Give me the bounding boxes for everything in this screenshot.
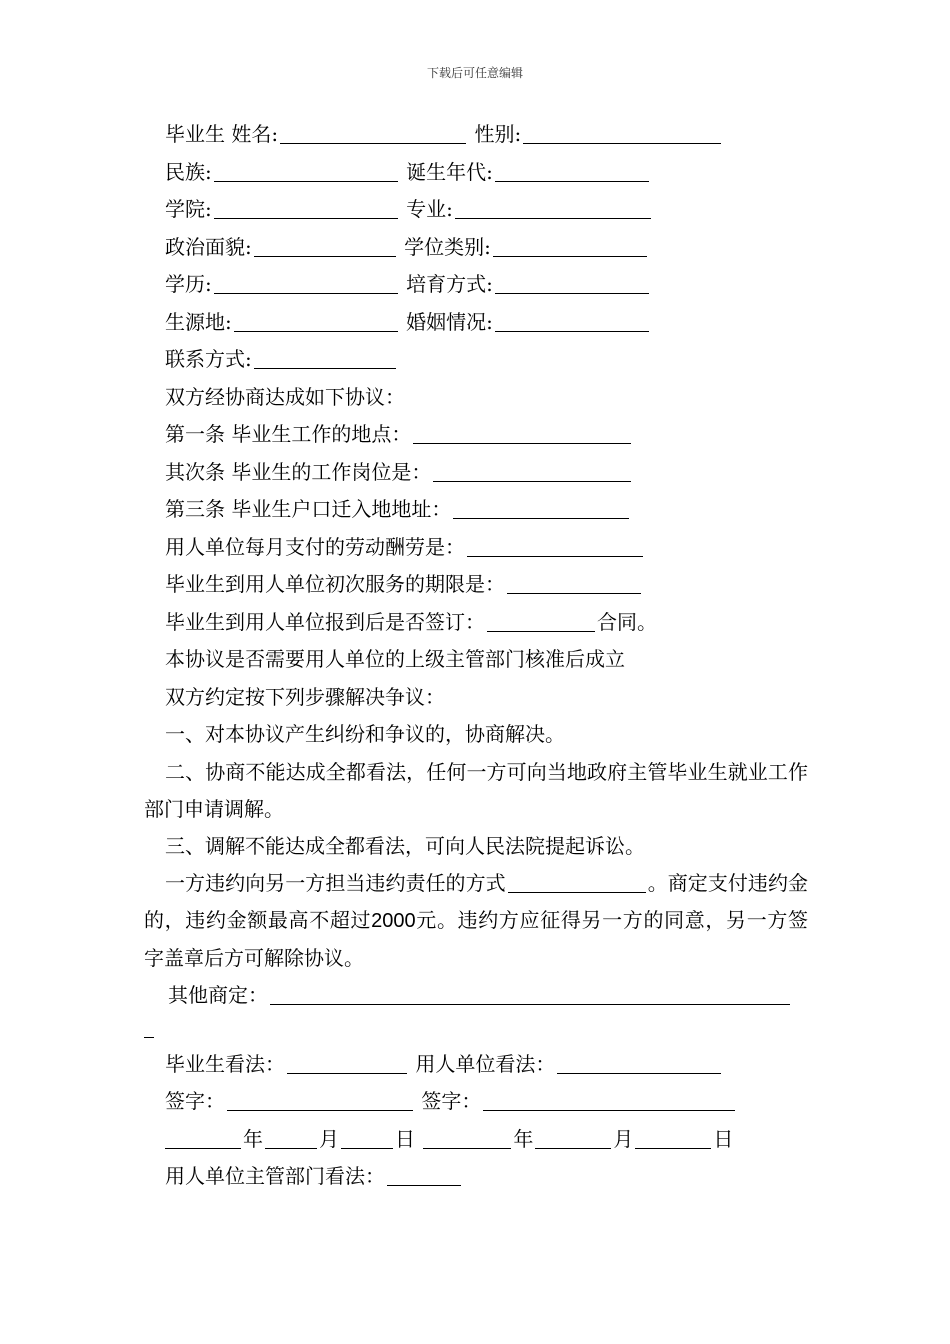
label-pay: 用人单位每月支付的劳动酬劳是：	[165, 534, 465, 559]
grad-month-blank[interactable]	[265, 1128, 317, 1149]
gender-blank[interactable]	[523, 123, 721, 144]
employer-signature-blank[interactable]	[483, 1090, 735, 1111]
label-day-2: 日	[713, 1126, 734, 1151]
row-article-3	[144, 491, 808, 529]
row-contact	[144, 341, 808, 379]
label-name: 毕业生 姓名:	[165, 122, 279, 146]
breach-paragraph	[144, 865, 808, 977]
employer-day-blank[interactable]	[635, 1128, 711, 1149]
agreement-intro: 双方经协商达成如下协议：	[165, 384, 405, 409]
row-college-major	[144, 191, 808, 229]
employer-month-blank[interactable]	[535, 1128, 611, 1149]
breach-method-blank[interactable]	[508, 872, 646, 893]
breach-text-c: 元。违约方应征得另一方的同意，另一方签字盖章后方可解除协议。	[144, 908, 809, 970]
label-year-2: 年	[513, 1126, 534, 1151]
row-name-gender	[144, 116, 808, 154]
label-employer-opinion: 用人单位看法：	[415, 1051, 556, 1076]
label-grad-opinion: 毕业生看法：	[165, 1051, 285, 1076]
row-opinions	[144, 1046, 808, 1084]
label-supervisor: 用人单位主管部门看法：	[165, 1164, 385, 1188]
label-sign-1: 签字：	[165, 1089, 225, 1113]
birth-blank[interactable]	[495, 161, 649, 182]
political-blank[interactable]	[254, 236, 396, 257]
breach-text-b: 。商定支付违约金的，违约金额最高不超过	[144, 871, 809, 932]
row-supervisor	[144, 1158, 808, 1196]
label-month-2: 月	[613, 1126, 634, 1151]
label-contract-tail: 合同。	[597, 609, 657, 634]
monthly-pay-blank[interactable]	[467, 536, 643, 557]
row-signatures	[144, 1083, 808, 1121]
marital-blank[interactable]	[495, 311, 649, 332]
label-term: 毕业生到用人单位初次服务的期限是：	[165, 572, 505, 596]
row-origin-marital	[144, 304, 808, 342]
row-pay	[144, 529, 808, 567]
label-birth: 诞生年代:	[406, 159, 493, 184]
row-ethnicity-birth	[144, 154, 808, 192]
employer-opinion-blank[interactable]	[557, 1053, 721, 1074]
origin-blank[interactable]	[234, 311, 398, 332]
label-art2: 其次条 毕业生的工作岗位是：	[165, 459, 432, 484]
label-year-1: 年	[243, 1126, 263, 1151]
label-art3: 第三条 毕业生户口迁入地地址：	[165, 497, 452, 521]
major-blank[interactable]	[455, 198, 651, 219]
training-blank[interactable]	[495, 273, 649, 294]
label-day-1: 日	[395, 1126, 415, 1151]
row-education-training	[144, 266, 808, 304]
label-gender: 性别:	[474, 122, 522, 146]
label-art1: 第一条 毕业生工作的地点：	[165, 422, 412, 446]
label-degree-type: 学位类别:	[404, 234, 491, 259]
label-training: 培育方式:	[406, 272, 493, 296]
label-sign-2: 签字：	[421, 1089, 482, 1113]
label-college: 学院:	[165, 197, 212, 221]
label-contact: 联系方式:	[165, 347, 252, 371]
grad-year-blank[interactable]	[165, 1128, 241, 1149]
contact-blank[interactable]	[254, 348, 396, 369]
row-article-2	[144, 454, 808, 492]
job-position-blank[interactable]	[433, 461, 631, 482]
name-blank[interactable]	[280, 123, 466, 144]
grad-day-blank[interactable]	[341, 1128, 393, 1149]
label-education: 学历:	[165, 272, 212, 296]
supervisor-opinion-blank[interactable]	[387, 1165, 461, 1186]
dispute-step-2: 二、协商不能达成全都看法，任何一方可向当地政府主管毕业生就业工作部门申请调解。	[144, 759, 808, 821]
label-major: 专业:	[406, 197, 453, 221]
contract-type-blank[interactable]	[487, 611, 595, 632]
grad-signature-blank[interactable]	[227, 1090, 413, 1111]
other-terms-blank-tail	[144, 1015, 154, 1038]
education-blank[interactable]	[214, 273, 398, 294]
college-blank[interactable]	[214, 198, 398, 219]
breach-text-a: 一方违约向另一方担当违约责任的方式	[165, 871, 506, 895]
degree-type-blank[interactable]	[493, 236, 647, 257]
label-ethnicity: 民族:	[165, 159, 212, 184]
row-political-degree	[144, 229, 808, 267]
ethnicity-blank[interactable]	[214, 161, 398, 182]
row-article-1	[144, 416, 808, 454]
row-other	[144, 977, 808, 1015]
service-term-blank[interactable]	[507, 573, 641, 594]
grad-opinion-blank[interactable]	[287, 1053, 407, 1074]
label-marital: 婚姻情况:	[406, 309, 493, 334]
employer-year-blank[interactable]	[423, 1128, 511, 1149]
row-dates	[144, 1121, 808, 1159]
breach-amount: 2000	[371, 910, 416, 932]
label-origin: 生源地:	[165, 309, 232, 334]
agreement-document	[144, 116, 808, 1196]
label-sign-question: 毕业生到用人单位报到后是否签订：	[165, 609, 485, 634]
row-sign-contract	[144, 604, 808, 642]
page-header-note: 下载后可任意编辑	[426, 66, 523, 80]
household-address-blank[interactable]	[453, 498, 629, 519]
label-political: 政治面貌:	[165, 234, 252, 259]
dispute-intro: 双方约定按下列步骤解决争议：	[165, 684, 445, 709]
work-location-blank[interactable]	[413, 423, 631, 444]
dispute-step-1: 一、对本协议产生纠纷和争议的，协商解决。	[165, 722, 565, 746]
label-month-1: 月	[319, 1126, 339, 1151]
label-other: 其他商定：	[168, 983, 268, 1007]
dispute-step-3: 三、调解不能达成全都看法，可向人民法院提起诉讼。	[165, 833, 645, 858]
row-term	[144, 566, 808, 604]
approval-question: 本协议是否需要用人单位的上级主管部门核准后成立	[165, 647, 625, 671]
other-terms-blank[interactable]	[270, 984, 790, 1005]
